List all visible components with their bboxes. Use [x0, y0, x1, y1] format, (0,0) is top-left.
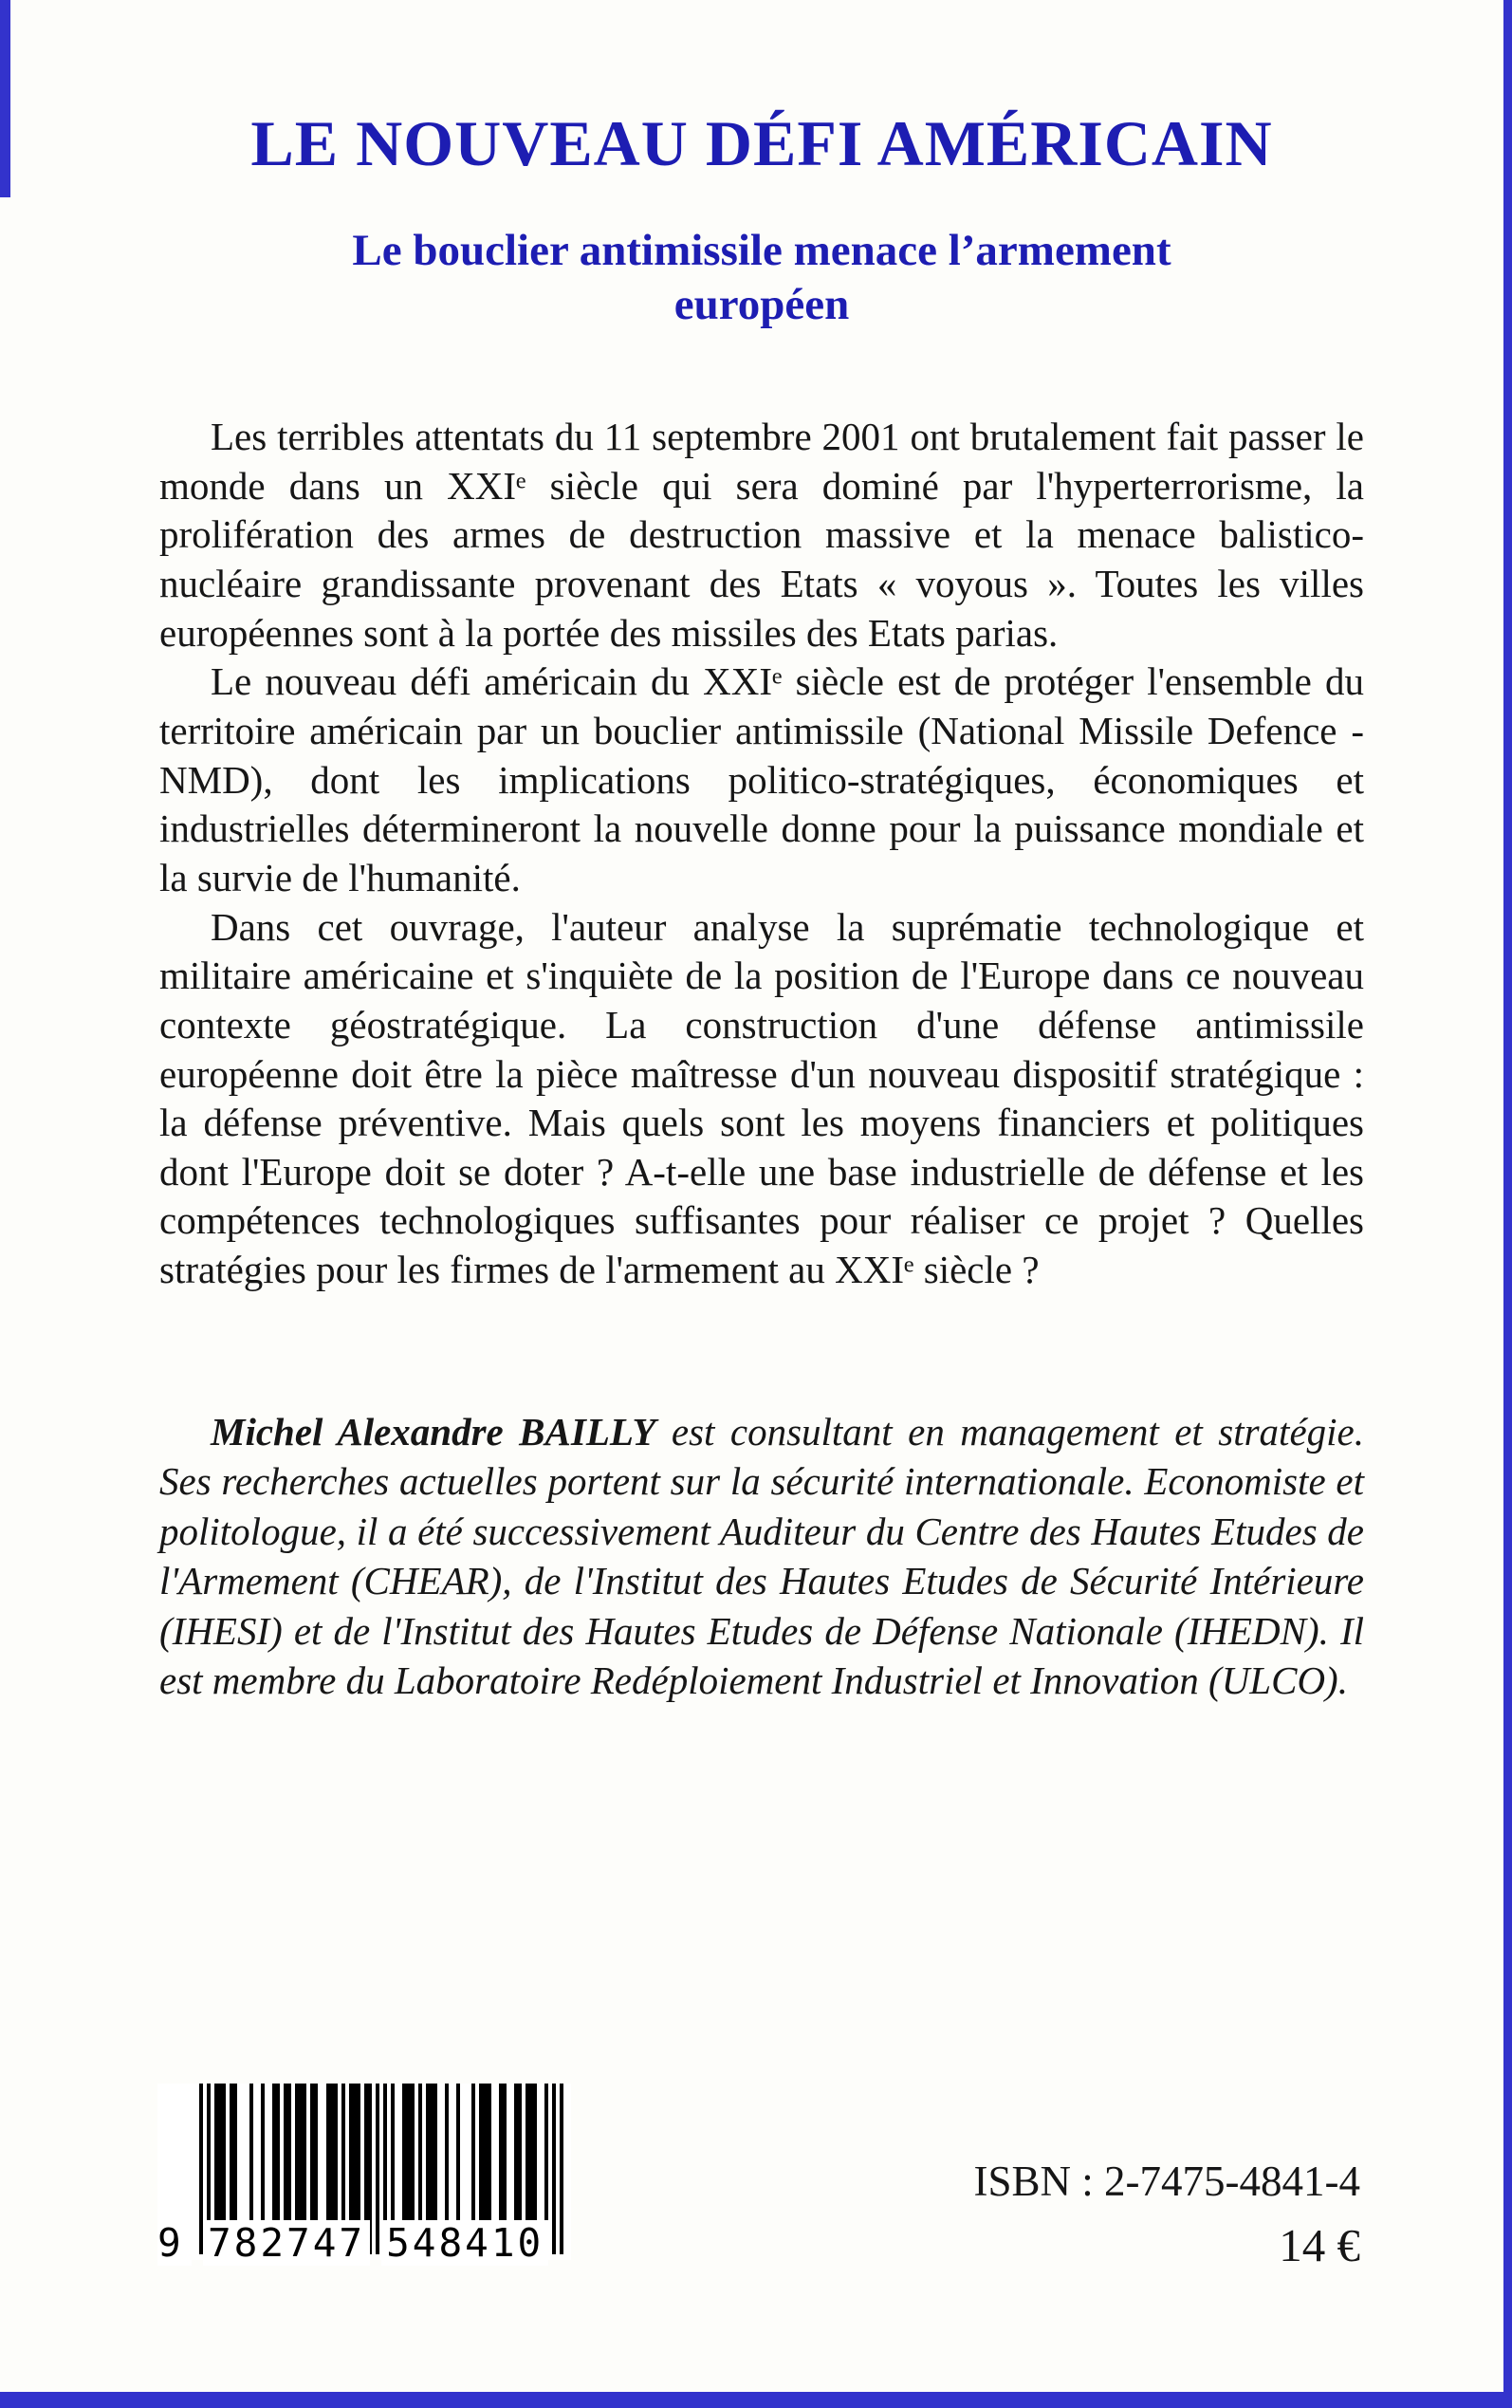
barcode — [157, 2084, 571, 2266]
cover-edge-left — [0, 0, 10, 197]
barcode-digits-left: 782747 — [203, 2220, 370, 2266]
barcode-lead-digit: 9 — [157, 2220, 192, 2266]
synopsis-paragraph-1: Les terribles attentats du 11 septembre 2001 ont brutalement fait passer le monde dans un XXIᵉ siècle qui sera dominé par l'hyperterrorisme, la prolifération des armes de destruction massive et la menace balistico-nucléaire grandissante provenant des Etats « voyous ». Toutes les villes européennes sont à la portée des missiles des Etats parias. — [159, 414, 1364, 655]
author-bio-text: est consultant en management et stratégie. Ses recherches actuelles portent sur la sécurité internationale. Economiste et politologue, il a été successivement Auditeur du Centre des Hautes Etudes de l'Armement (CHEAR), de l'Institut des Hautes Etudes de Sécurité Intérieure (IHESI) et de l'Institut des Hautes Etudes de Défense Nationale (IHEDN). Il est membre du Laboratoire Redéploiement Industriel et Innovation (ULCO). — [159, 1409, 1364, 1703]
synopsis-paragraph-3: Dans cet ouvrage, l'auteur analyse la suprématie technologique et militaire américaine et s'inquiète de la position de l'Europe dans ce nouveau contexte géostratégique. La construction d'une défense antimissile européenne doit être la pièce maîtresse d'un nouveau dispositif stratégique : la défense préventive. Mais quels sont les moyens financiers et politiques dont l'Europe doit se doter ? A-t-elle une base industrielle de défense et les compétences technologiques suffisantes pour réaliser ce projet ? Quelles stratégies pour les firmes de l'armement au XXIᵉ siècle ? — [159, 904, 1364, 1292]
author-bio — [159, 1407, 1364, 1706]
book-title: LE NOUVEAU DÉFI AMÉRICAIN — [250, 107, 1273, 179]
cover-edge-bottom — [0, 2392, 1512, 2408]
author-name: Michel Alexandre BAILLY — [211, 1409, 656, 1454]
cover-edge-right — [1503, 0, 1512, 2408]
pricing — [974, 2156, 1360, 2274]
barcode-digits-right: 548410 — [381, 2220, 548, 2266]
price: 14 € — [1279, 2219, 1360, 2271]
cover-content — [0, 106, 1512, 1706]
book-subtitle: Le bouclier antimissile menace l’armement européen — [352, 226, 1171, 329]
synopsis-paragraph-2: Le nouveau défi américain du XXIᵉ siècle est de protéger l'ensemble du territoire américain par un bouclier antimissile (National Missile Defence - NMD), dont les implications politico-stratégiques, économiques et industrielles détermineront la nouvelle donne pour la puissance mondiale et la survie de l'humanité. — [159, 659, 1364, 899]
isbn: ISBN : 2-7475-4841-4 — [973, 2158, 1360, 2205]
synopsis — [159, 413, 1364, 1295]
barcode-digits — [157, 2220, 571, 2266]
